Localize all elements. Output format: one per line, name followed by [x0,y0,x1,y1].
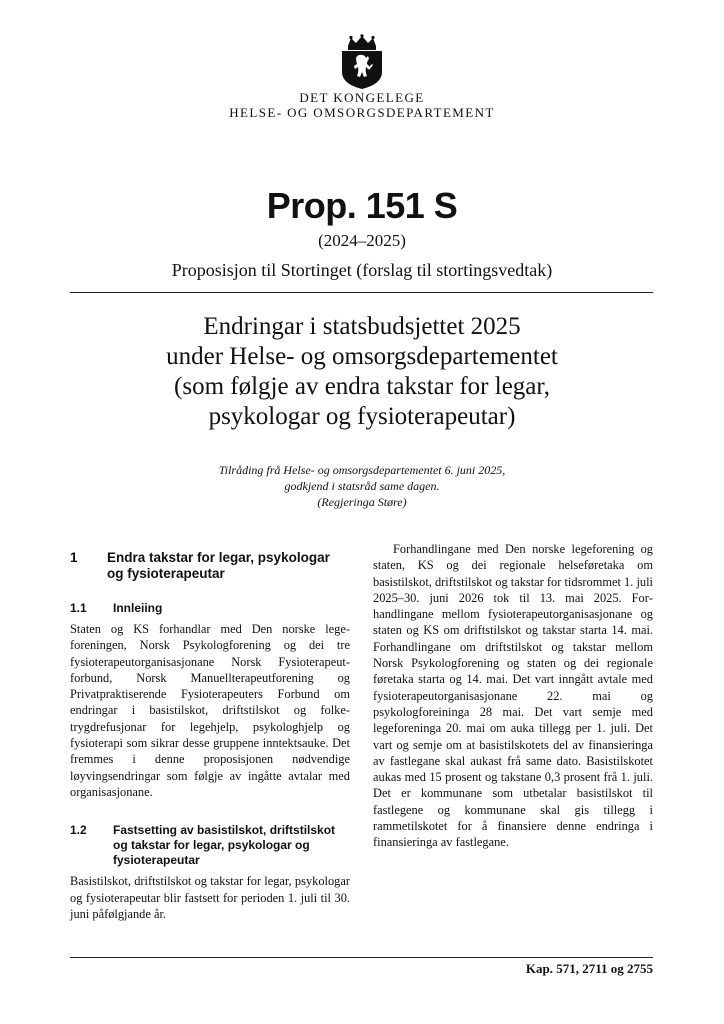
session-years: (2024–2025) [318,231,406,250]
title-line: psykologar og fysioterapeutar) [208,403,516,430]
footer-divider [70,957,653,958]
subsection-number: 1.1 [70,601,87,615]
section-1-1-body: Staten og KS forhandlar med Den norske legeforeningen, Norsk Psykologforening og dei tre fysioterapeutorganisasjonane Norsk Fysioterapeutforbund, Norsk Manuellterapeutforening og Privatpraktiserende Fysioterapeuters Forbund om endringar i basistilskot, driftstilskot og folketrygdrefusjonar for legehjelp, psykologhjelp og fysioterapi som sikrar desse gruppene inntektsauke. Det fremmes i denne proposisjonen nødvendige løyvingsendringar som følgje av ingåtte avtalar med organisasjonane. [70,622,350,799]
document-title [60,312,664,432]
section-1-1-heading [70,601,350,616]
top-divider [70,292,653,293]
section-number: 1 [70,550,78,565]
recommendation-line-3: (Regjeringa Støre) [317,495,407,509]
subsection-title: Innleiing [113,601,163,615]
negotiations-paragraph: Forhandlingane med Den norske legeforening og staten, KS og dei regionale helseføretaka om basistilskot, driftstilskot og takstar for tidsrommet 1. juli 2025–30. juni 2026 tok til 13. mai 2025. Forhandlingane mellom fysioterapeutorganisasjonane og staten og KS om driftstilskot og takstar starta 14. mai. Forhandlingane om driftstilskot og takstar mellom Norsk Psykologforening og staten og dei regionale føretaka starta og 14. mai. Det vart inngått avtale med fysioterapeutorganisasjonane 22. mai og psykologforeininga 28 mai. Det vart semje med legeforeninga 20. mai om auka tillegg per 1. juli. Det vart og semje om at basistilskotets del av finansieringa av fastlegane skal aukast frå same dato. Basistilskotet aukas med 15 prosent og takstane 0,3 prosent frå 1. juli. Det er kommunane som utbetalar basistilskot til fastlegene og kommunane skal gis tillegg i rammetilskotet for å finansiere denne endringa i finansieringa av fastlegane. [373,542,653,850]
proposition-subtitle: Proposisjon til Stortinget (forslag til stortingsvedtak) [171,260,553,280]
section-1-2-heading [70,823,350,868]
proposition-number: Prop. 151 S [266,185,458,226]
left-column [70,550,350,922]
royal-crest [339,34,385,90]
right-column [373,541,653,851]
title-line: under Helse- og omsorgsdepartementet [166,343,558,370]
recommendation-line-1: Tilråding frå Helse- og omsorgsdepartementet 6. juni 2025, [218,463,506,477]
section-title: Endra takstar for legar, psykologar og fysioterapeutar [107,550,330,581]
ministry-name-line-2: HELSE- OG OMSORGSDEPARTEMENT [229,105,495,120]
section-1-2-body: Basistilskot, driftstilskot og takstar for legar, psykologar og fysioterapeutar blir fastsett for perioden 1. juli til 30. juni påfølgjande år. [70,874,350,921]
section-1-heading [70,550,350,582]
title-line: (som følgje av endra takstar for legar, [174,373,550,400]
title-line: Endringar i statsbudsjettet 2025 [203,313,521,340]
recommendation-note [0,462,724,510]
royal-coat-of-arms-lion-icon [339,34,385,90]
budget-chapters: Kap. 571, 2711 og 2755 [525,961,653,976]
recommendation-line-2: godkjend i statsråd same dagen. [284,479,440,493]
subsection-title: Fastsetting av basistilskot, driftstilskot og takstar for legar, psykologar og fysioterapeutar [113,823,336,868]
subsection-number: 1.2 [70,823,87,838]
ministry-name-line-1: DET KONGELEGE [299,90,425,105]
